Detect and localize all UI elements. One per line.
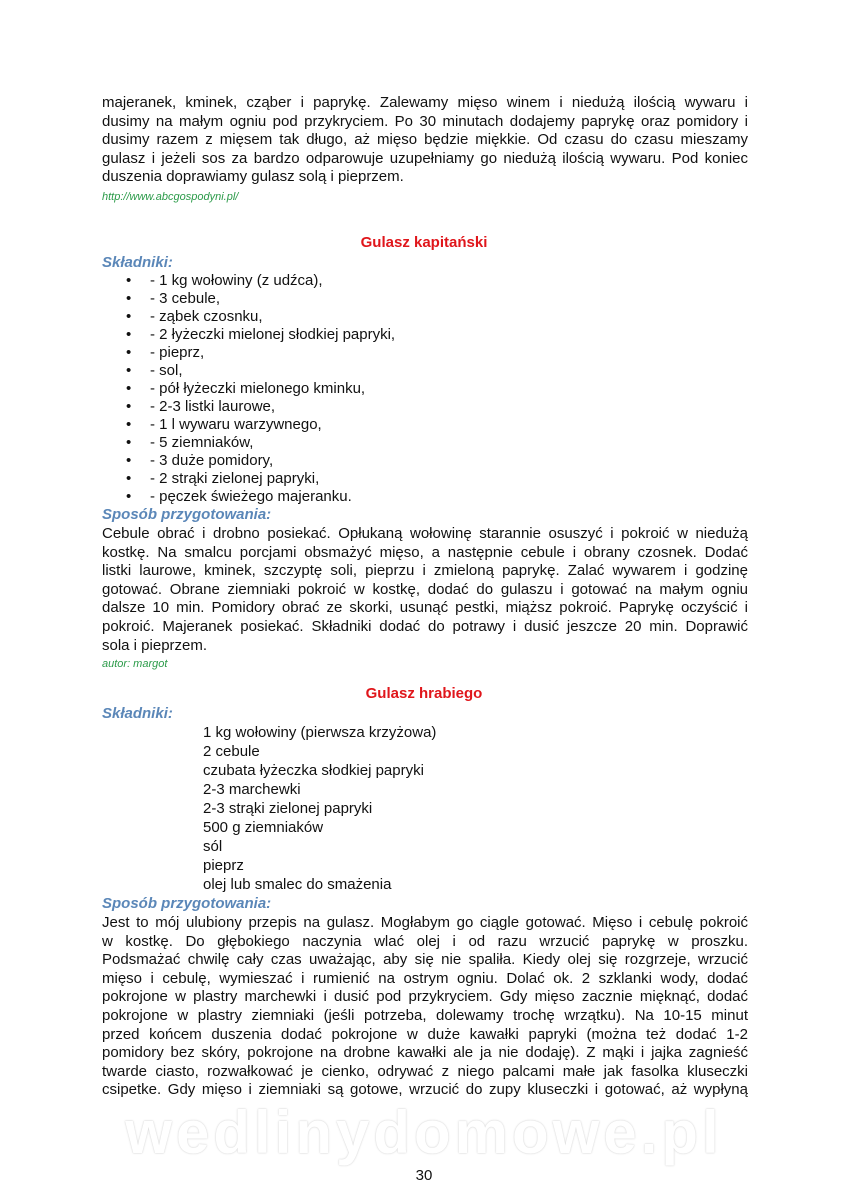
text-line: Cebule obrać i drobno posiekać. Opłukaną wołowinę starannie osuszyć i pokroić w niedużą [102, 525, 748, 542]
text-line: majeranek, kminek, cząber i paprykę. Zalewamy mięso winem i niedużą ilością wywaru i [102, 94, 748, 111]
ingredients-list [126, 272, 395, 506]
list-item: 1 kg wołowiny (pierwsza krzyżowa) [203, 724, 437, 741]
method-heading: Sposób przygotowania: [102, 895, 272, 912]
list-item [126, 272, 395, 290]
text-line: gotować. Obrane ziemniaki pokroić w kostkę, dodać do gulaszu i gotować na małym ogniu [102, 580, 748, 598]
bullet-icon: • [126, 452, 132, 469]
text-line: csipetke. Gdy mięso i ziemniaki są gotowe, wrzucić do zupy kluseczki i gotować, aż wypłyną [102, 1081, 748, 1099]
ingredient: - 3 duże pomidory, [150, 452, 274, 469]
list-item: sól [203, 838, 223, 855]
ingredient: - pół łyżeczki mielonego kminku, [150, 380, 366, 397]
ingredient: - ząbek czosnku, [150, 308, 263, 325]
bullet-icon: • [126, 380, 132, 397]
ingredient: - pieprz, [150, 344, 205, 361]
bullet-icon: • [126, 308, 132, 325]
text-line: Podsmażać chwilę cały czas uważając, aby się nie spaliła. Kiedy olej się rozgrzeje, wrzucić [102, 951, 748, 969]
method-paragraph [102, 525, 748, 655]
list-item [126, 326, 395, 344]
text-line: duszenia doprawiamy gulasz solą i pieprzem. [102, 168, 404, 186]
text-line: Jest to mój ulubiony przepis na gulasz. Mogłabym go ciągle gotować. Mięso i cebulę pokroić [102, 914, 748, 931]
ingredient: - pęczek świeżego majeranku. [150, 488, 352, 505]
ingredient: - 5 ziemniaków, [150, 434, 254, 451]
bullet-icon: • [126, 398, 132, 415]
list-item [126, 452, 395, 470]
bullet-icon: • [126, 290, 132, 307]
text-line: kostkę. Na smalcu porcjami obsmażyć mięso, a następnie cebule i obrany czosnek. Dodać [102, 543, 748, 561]
list-item [126, 380, 395, 398]
list-item [126, 488, 395, 506]
bullet-icon: • [126, 344, 132, 361]
list-item [126, 344, 395, 362]
bullet-icon: • [126, 416, 132, 433]
bullet-icon: • [126, 326, 132, 343]
list-item [126, 290, 395, 308]
text-line: pokrojone w plastry ziemniaki (jeśli potrzeba, dolewamy trochę wrzątku). Na 10-15 minut [102, 1006, 748, 1024]
text-line: listki laurowe, kminek, szczyptę soli, pieprzu i zmieloną paprykę. Zalać wywarem i godzinę [102, 562, 748, 580]
text-line: mięso i cebulę, wymieszać i rumienić na ostrym ogniu. Dolać ok. 2 szklanki wody, dodać [102, 969, 748, 987]
watermark: wedlinydomowe.pl [125, 1099, 723, 1166]
list-item: 2-3 strąki zielonej papryki [203, 800, 373, 817]
list-item [126, 398, 395, 416]
list-item [126, 308, 395, 326]
recipe-title: Gulasz kapitański [360, 234, 488, 251]
text-line: dalsze 10 min. Pomidory obrać ze skorki, usunąć pestki, miąższ pokroić. Paprykę oczyścić i [102, 599, 748, 617]
bullet-icon: • [126, 434, 132, 451]
ingredients-list [203, 723, 436, 894]
ingredient: - 2 strąki zielonej papryki, [150, 470, 320, 487]
page-number: 30 [415, 1167, 433, 1184]
author-credit: autor: margot [102, 658, 168, 670]
list-item: 500 g ziemniaków [203, 819, 324, 836]
list-item [126, 434, 395, 452]
text-line: twarde ciasto, rozwałkować je cienko, odrywać z niego palcami małe jak fasolka kluseczki [102, 1062, 748, 1080]
list-item: 2 cebule [203, 743, 260, 760]
list-item: pieprz [203, 857, 244, 874]
text-line: pokroić. Majeranek posiekać. Składniki dodać do potrawy i dusić jeszcze 20 min. Doprawić [102, 617, 748, 635]
recipe-title: Gulasz hrabiego [365, 685, 483, 702]
text-line: sola i pieprzem. [102, 636, 208, 654]
text-line: dusimy na małym ogniu pod przykryciem. Po 30 minutach dodajemy paprykę oraz pomidory i [102, 112, 748, 130]
bullet-icon: • [126, 362, 132, 379]
list-item [126, 416, 395, 434]
list-item [126, 362, 395, 380]
source-link[interactable]: http://www.abcgospodyni.pl/ [102, 191, 239, 203]
list-item: 2-3 marchewki [203, 781, 301, 798]
ingredients-heading: Składniki: [102, 705, 173, 722]
text-line: gulasz i jeżeli sos za bardzo odparowuje uzupełniamy go niedużą ilością wywaru. Pod koniec [102, 149, 748, 167]
text-line: dusimy razem z mięsem tak długo, aż mięso będzie miękkie. Od czasu do czasu mieszamy [102, 131, 748, 149]
list-item: olej lub smalec do smażenia [203, 876, 392, 893]
ingredient: - 1 l wywaru warzywnego, [150, 416, 322, 433]
ingredient: - sol, [150, 362, 183, 379]
bullet-icon: • [126, 272, 132, 289]
text-line: przed końcem duszenia dodać pokrojone w duże kawałki papryki (można też dodać 1-2 [102, 1025, 748, 1043]
intro-paragraph [102, 94, 748, 187]
ingredient: - 1 kg wołowiny (z udźca), [150, 272, 323, 289]
text-line: pokrojone w plastry marchewki i dusić pod przykryciem. Gdy mięso zacznie mięknąć, dodać [102, 988, 748, 1006]
method-heading: Sposób przygotowania: [102, 506, 272, 523]
text-line: w kostkę. Do głębokiego naczynia wlać olej i od razu wrzucić paprykę w proszku. [102, 932, 748, 950]
list-item [126, 470, 395, 488]
ingredient: - 2 łyżeczki mielonej słodkiej papryki, [150, 326, 396, 343]
list-item: czubata łyżeczka słodkiej papryki [203, 762, 424, 779]
text-line: pomidory bez skóry, pokrojone na drobne kawałki ale ja nie dodaję). Z mąki i jajka zagnieść [102, 1044, 748, 1062]
bullet-icon: • [126, 488, 132, 505]
bullet-icon: • [126, 470, 132, 487]
ingredient: - 2-3 listki laurowe, [150, 398, 276, 415]
method-paragraph [102, 914, 748, 1100]
ingredients-heading: Składniki: [102, 254, 173, 271]
ingredient: - 3 cebule, [150, 290, 221, 307]
